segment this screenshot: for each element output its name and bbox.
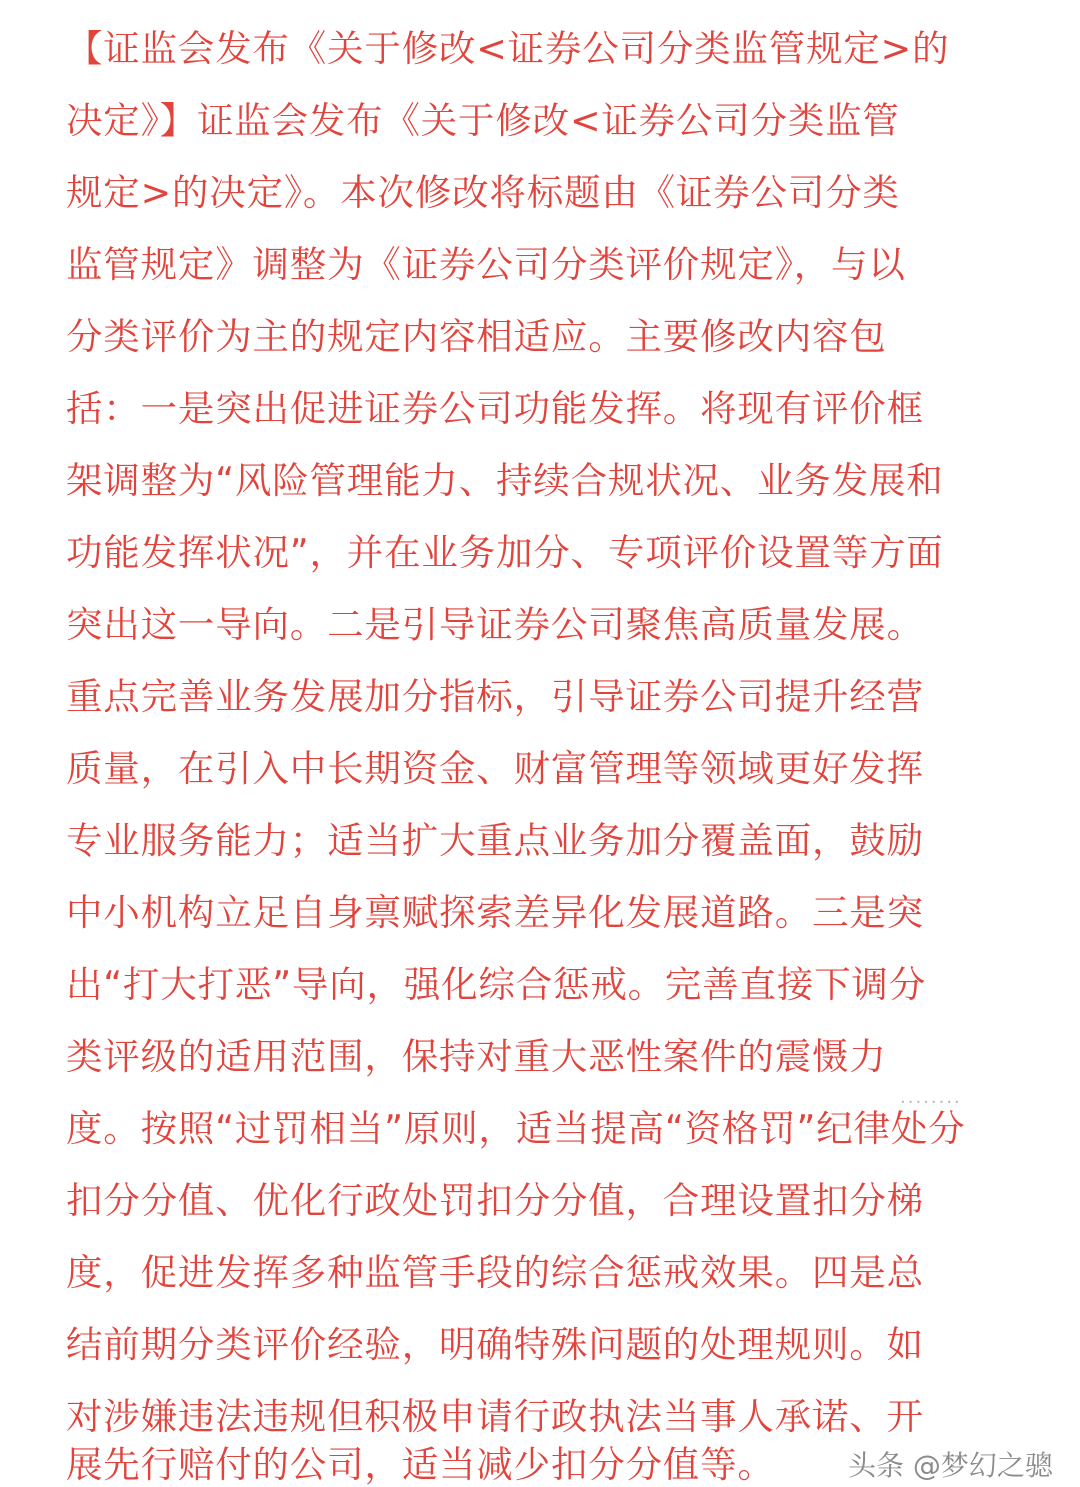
article-line: 功能发挥状况”，并在业务加分、专项评价设置等方面 xyxy=(66,531,944,574)
article-line: 质量，在引入中长期资金、财富管理等领域更好发挥 xyxy=(66,747,924,790)
source-watermark: 头条 @梦幻之骢 xyxy=(848,1449,1053,1482)
article-line: 突出这一导向。二是引导证券公司聚焦高质量发展。 xyxy=(66,603,924,646)
article-line: 度。按照“过罚相当”原则，适当提高“资格罚”纪律处分 xyxy=(66,1107,966,1150)
ellipsis-marker: ........ xyxy=(900,1087,962,1108)
article-line: 【证监会发布《关于修改<证券公司分类监管规定>的 xyxy=(66,27,950,70)
article-line: 括：一是突出促进证券公司功能发挥。将现有评价框 xyxy=(66,387,924,430)
article-line: 中小机构立足自身禀赋探索差异化发展道路。三是突 xyxy=(66,891,924,934)
article-line: 重点完善业务发展加分指标，引导证券公司提升经营 xyxy=(66,675,924,718)
article-line: 监管规定》调整为《证券公司分类评价规定》，与以 xyxy=(66,243,906,286)
article-line: 架调整为“风险管理能力、持续合规状况、业务发展和 xyxy=(66,459,944,502)
article-line: 结前期分类评价经验，明确特殊问题的处理规则。如 xyxy=(66,1323,924,1366)
article-line: 对涉嫌违法违规但积极申请行政执法当事人承诺、开 xyxy=(66,1395,924,1438)
article-line: 扣分分值、优化行政处罚扣分分值，合理设置扣分梯 xyxy=(66,1179,924,1222)
article-line: 决定》】证监会发布《关于修改<证券公司分类监管 xyxy=(66,99,900,142)
article-line: 专业服务能力；适当扩大重点业务加分覆盖面，鼓励 xyxy=(66,819,924,862)
article-line: 规定>的决定》。本次修改将标题由《证券公司分类 xyxy=(66,171,900,214)
article-line: 分类评价为主的规定内容相适应。主要修改内容包 xyxy=(66,315,887,358)
article-line: 出“打大打恶”导向，强化综合惩戒。完善直接下调分 xyxy=(66,963,927,1006)
article-line: 度，促进发挥多种监管手段的综合惩戒效果。四是总 xyxy=(66,1251,924,1294)
article-line: 类评级的适用范围，保持对重大恶性案件的震慑力 xyxy=(66,1035,887,1078)
article-line: 展先行赔付的公司，适当减少扣分分值等。 xyxy=(66,1443,775,1486)
